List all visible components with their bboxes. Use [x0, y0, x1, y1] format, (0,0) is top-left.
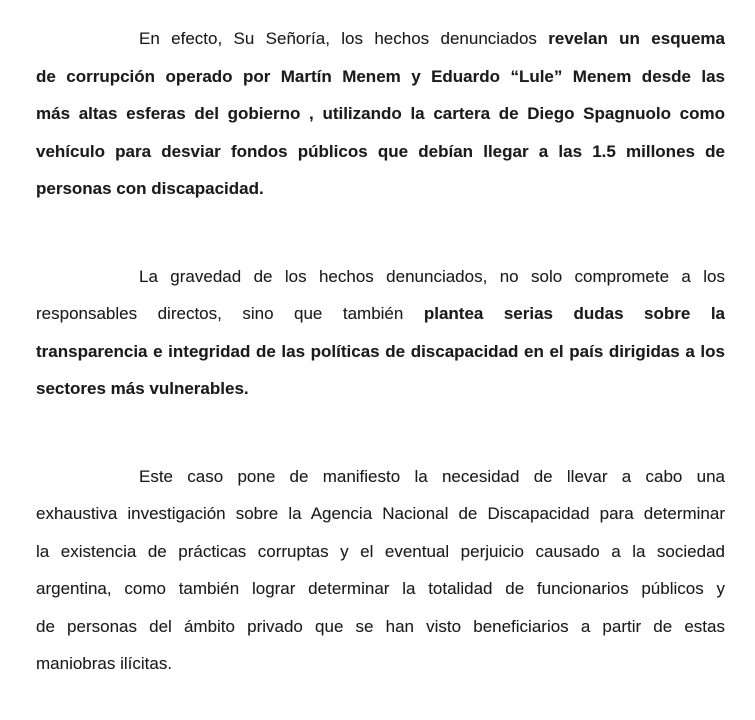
- text-segment: argentina, como también lograr determinar la totalidad de funcionarios públicos y: [36, 579, 725, 598]
- text-line: [36, 20, 725, 58]
- text-segment: exhaustiva investigación sobre la Agencia Nacional de Discapacidad para determinar: [36, 504, 725, 523]
- text-segment-bold: transparencia e integridad de las políticas de discapacidad en el país dirigidas a los: [36, 341, 725, 361]
- text-segment-bold: plantea serias dudas sobre la: [423, 304, 725, 323]
- text-segment: de personas del ámbito privado que se han visto beneficiarios a partir de estas: [36, 616, 725, 636]
- text-segment-bold: revelan un esquema: [548, 29, 725, 48]
- text-segment-bold: más altas esferas del gobierno , utilizando la cartera de Diego Spagnuolo como: [36, 104, 725, 123]
- text-line: [36, 495, 725, 533]
- text-segment: En efecto, Su Señoría, los hechos denunciados: [139, 29, 549, 48]
- text-line: [36, 133, 725, 171]
- text-segment-bold: vehículo para desviar fondos públicos que debían llegar a las 1.5 millones de: [36, 141, 725, 161]
- text-line: [36, 170, 725, 208]
- text-line: [36, 333, 725, 371]
- paragraph: [36, 458, 725, 683]
- text-line: [36, 608, 725, 646]
- text-segment: La gravedad de los hechos denunciados, no solo compromete a los: [139, 266, 725, 286]
- text-line: [36, 533, 725, 571]
- document-body: [36, 20, 725, 683]
- text-line: [36, 370, 725, 408]
- text-segment-bold: sectores más vulnerables.: [36, 379, 249, 398]
- text-line: [36, 645, 725, 683]
- text-segment: la existencia de prácticas corruptas y el eventual perjuicio causado a la sociedad: [36, 541, 725, 561]
- text-line: [36, 295, 725, 333]
- text-segment: responsables directos, sino que también: [36, 304, 424, 323]
- text-line: [36, 570, 725, 608]
- text-segment: maniobras ilícitas.: [36, 654, 173, 673]
- text-segment-bold: de corrupción operado por Martín Menem y Eduardo “Lule” Menem desde las: [36, 66, 725, 86]
- text-line: [36, 458, 725, 496]
- paragraph: [36, 20, 725, 208]
- text-segment-bold: personas con discapacidad.: [36, 179, 264, 198]
- text-segment: Este caso pone de manifiesto la necesidad de llevar a cabo una: [139, 466, 725, 486]
- paragraph: [36, 258, 725, 408]
- text-line: [36, 95, 725, 133]
- text-line: [36, 258, 725, 296]
- text-line: [36, 58, 725, 96]
